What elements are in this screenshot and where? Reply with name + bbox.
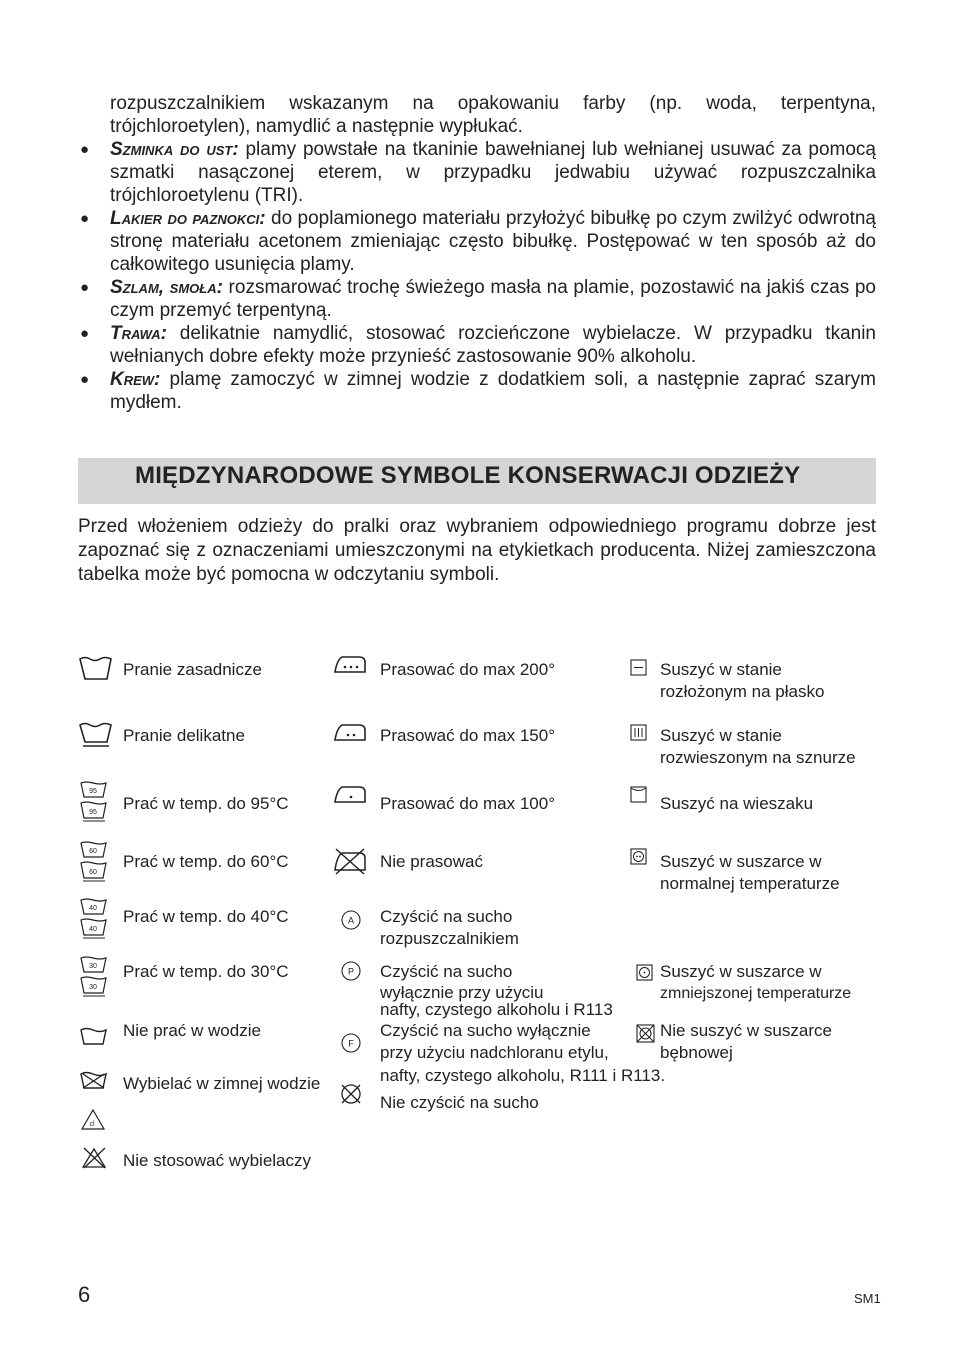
- temp-95-text: 95: [89, 788, 97, 795]
- dry-line-icon: [630, 724, 648, 742]
- label-dry-hanger: Suszyć na wieszaku: [660, 794, 814, 813]
- bullet-text: do poplamionego materiału przyłożyć bibułkę po czym zwilżyć odwrotną stronę materiału acetonem zmieniając często bibułkę. Postępować w ten sposób aż do całkowitego usunięcia plamy.: [110, 208, 876, 275]
- wash-95-icon: [80, 781, 108, 823]
- dry-hanger-icon: [630, 786, 648, 804]
- label-tumble-normal-2: normalnej temperaturze: [660, 874, 840, 893]
- label-no-tumble-2: bębnowej: [660, 1043, 733, 1062]
- label-dry-any-2: rozpuszczalnikiem: [380, 929, 519, 948]
- bullet-nail-polish: [78, 207, 876, 276]
- bleach-triangle-icon: [80, 1108, 106, 1132]
- bullet-lipstick: [78, 138, 876, 207]
- temp-40-text: 40: [89, 926, 97, 933]
- dry-clean-letter: P: [347, 966, 355, 977]
- wash-40-icon: [80, 898, 108, 940]
- bullet-term: Szminka do ust:: [110, 139, 239, 160]
- dry-clean-p-icon: [340, 960, 362, 982]
- page-code: SM1: [854, 1291, 881, 1306]
- tumble-dry-low-icon: [636, 964, 654, 982]
- label-wash-30: Prać w temp. do 30°C: [123, 962, 289, 981]
- dry-clean-a-icon: [340, 909, 362, 931]
- label-tumble-low-1: Suszyć w suszarce w: [660, 962, 822, 981]
- label-iron-200: Prasować do max 200°: [380, 660, 555, 679]
- label-dry-any-1: Czyścić na sucho: [380, 907, 513, 926]
- bullet-text: plamy powstałe na tkaninie bawełnianej lub wełnianej usuwać za pomocą szmatki nasączonej eterem, w przypadku jedwabiu używać rozpuszczalnika trójchloroetylenu (TRI).: [110, 139, 876, 206]
- stain-removal-list: [78, 92, 876, 414]
- dry-flat-icon: [630, 659, 648, 677]
- label-dry-f-3: nafty, czystego alkoholu, R111 i R113.: [380, 1066, 666, 1085]
- dry-clean-f-icon: [340, 1032, 362, 1054]
- label-wash-60: Prać w temp. do 60°C: [123, 852, 289, 871]
- label-bleach-cold: Wybielać w zimnej wodzie: [123, 1074, 321, 1093]
- label-tumble-normal-1: Suszyć w suszarce w: [660, 852, 822, 871]
- bullet-icon: ●: [80, 141, 90, 158]
- no-dry-clean-icon: [339, 1082, 363, 1106]
- bullet-icon: ●: [80, 325, 90, 342]
- temp-30-text: 30: [89, 963, 97, 970]
- label-dry-p-2: wyłącznie przy użyciu: [380, 983, 544, 1002]
- tumble-dry-normal-icon: [630, 848, 648, 866]
- wash-30-icon: [80, 956, 108, 998]
- wash-60-icon: [80, 841, 108, 883]
- label-wash-normal: Pranie zasadnicze: [123, 660, 262, 679]
- label-no-tumble-1: Nie suszyć w suszarce: [660, 1021, 832, 1040]
- temp-30-text: 30: [89, 984, 97, 991]
- intro-paragraph: Przed włożeniem odzieży do pralki oraz wybraniem odpowiedniego programu dobrze jest zapoznać się z oznaczeniami umieszczonymi na etykietkach producenta. Niżej zamieszczona tabelka może być pomocna w odczytaniu symboli.: [78, 516, 876, 585]
- iron-one-dot-icon: [333, 784, 367, 806]
- no-tumble-dry-icon: [636, 1024, 656, 1044]
- dry-clean-letter: F: [348, 1038, 354, 1049]
- bleach-letter: cl: [89, 1121, 95, 1128]
- label-dry-p-3: nafty, czystego alkoholu i R113: [380, 1000, 613, 1019]
- bullet-icon: ●: [80, 279, 90, 296]
- page-number: 6: [78, 1282, 91, 1307]
- bullet-term: Szlam, smoła:: [110, 277, 223, 298]
- label-dry-f-1: Czyścić na sucho wyłącznie: [380, 1021, 591, 1040]
- label-iron-150: Prasować do max 150°: [380, 726, 555, 745]
- label-no-bleach: Nie stosować wybielaczy: [123, 1151, 312, 1170]
- bullet-icon: ●: [80, 210, 90, 227]
- label-no-water: Nie prać w wodzie: [123, 1021, 261, 1040]
- label-iron-100: Prasować do max 100°: [380, 794, 555, 813]
- temp-60-text: 60: [89, 848, 97, 855]
- bullet-icon: ●: [80, 371, 90, 388]
- bleach-cold-icon: [80, 1071, 108, 1093]
- no-wash-icon: [80, 1027, 108, 1047]
- continuation-text: rozpuszczalnikiem wskazanym na opakowaniu farby (np. woda, terpentyna, trójchloroetylen), namydlić a następnie wypłukać.: [110, 93, 876, 137]
- wash-delicate-icon: [78, 722, 114, 748]
- temp-60-text: 60: [89, 869, 97, 876]
- label-dry-line-1: Suszyć w stanie: [660, 726, 782, 745]
- label-wash-delicate: Pranie delikatne: [123, 726, 245, 745]
- label-wash-40: Prać w temp. do 40°C: [123, 907, 289, 926]
- iron-two-dot-icon: [333, 722, 367, 744]
- section-header: [78, 458, 876, 504]
- bullet-grass: [78, 322, 876, 368]
- bullet-term: Lakier do paznokci:: [110, 208, 266, 229]
- iron-three-dot-icon: [333, 654, 367, 676]
- label-dry-flat-2: rozłożonym na płasko: [660, 682, 825, 701]
- dry-clean-letter: A: [347, 915, 355, 926]
- label-tumble-low-2: zmniejszonej temperaturze: [660, 985, 852, 1002]
- bullet-tar: [78, 276, 876, 322]
- bullet-term: Trawa:: [110, 323, 167, 344]
- no-iron-icon: [333, 846, 367, 876]
- label-dry-line-2: rozwieszonym na sznurze: [660, 748, 856, 767]
- temp-95-text: 95: [89, 809, 97, 816]
- bullet-blood: [78, 368, 876, 414]
- bullet-text: delikatnie namydlić, stosować rozcieńczone wybielacze. W przypadku tkanin wełnianych dobre efekty może przynieść zastosowanie 90% alkoholu.: [110, 323, 876, 367]
- wash-tub-icon: [78, 656, 114, 682]
- label-dry-flat-1: Suszyć w stanie: [660, 660, 782, 679]
- label-dry-p-1: Czyścić na sucho: [380, 962, 513, 981]
- bullet-text: plamę zamoczyć w zimnej wodzie z dodatkiem soli, a następnie zaprać szarym mydłem.: [110, 369, 876, 413]
- no-bleach-icon: [80, 1146, 108, 1170]
- temp-40-text: 40: [89, 905, 97, 912]
- label-wash-95: Prać w temp. do 95°C: [123, 794, 289, 813]
- bullet-term: Krew:: [110, 369, 161, 390]
- label-dry-f-2: przy użyciu nadchloranu etylu,: [380, 1043, 609, 1062]
- section-title: MIĘDZYNARODOWE SYMBOLE KONSERWACJI ODZIEŻY: [135, 462, 801, 489]
- bullet-text: rozsmarować trochę świeżego masła na plamie, pozostawić na jakiś czas po czym przemyć terpentyną.: [110, 277, 876, 321]
- label-no-dry-clean: Nie czyścić na sucho: [380, 1093, 539, 1112]
- label-no-iron: Nie prasować: [380, 852, 483, 871]
